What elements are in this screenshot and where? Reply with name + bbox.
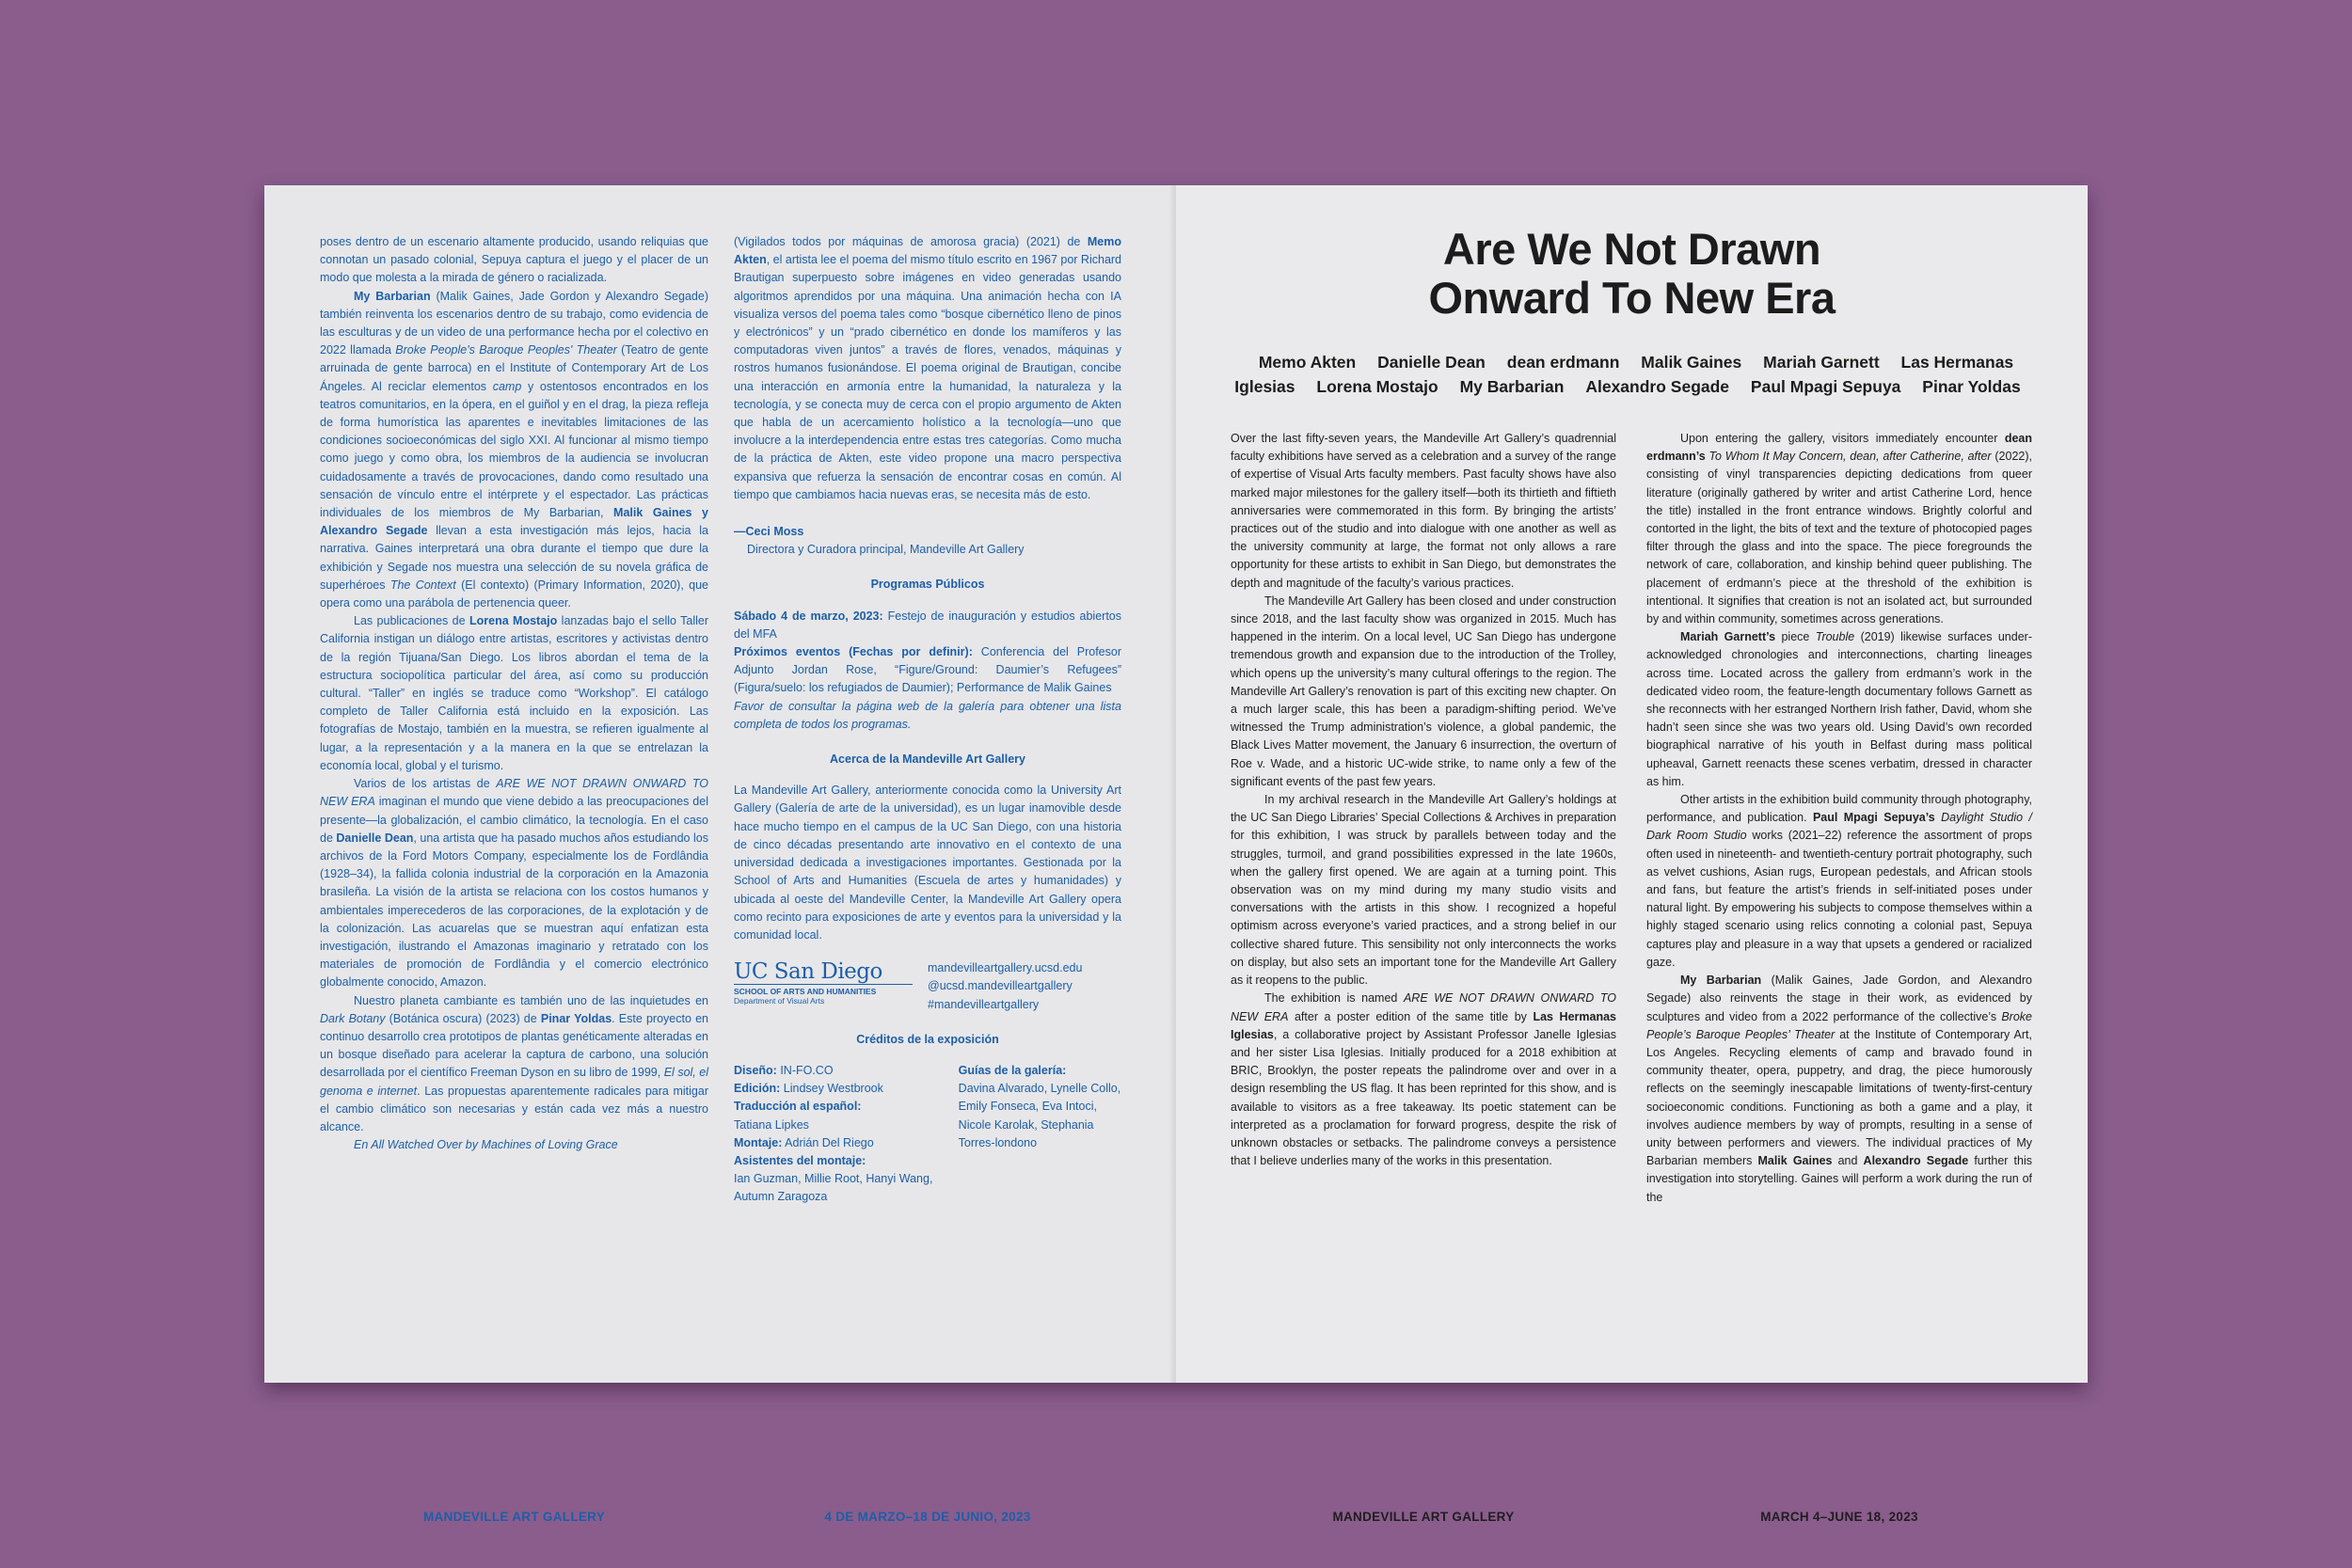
hashtag[interactable]: #mandevilleartgallery [928, 997, 1040, 1011]
right-column-2 [1646, 430, 2032, 1207]
event-note: Favor de consultar la página web de la galería para obtener una lista completa de todos los programas. [734, 699, 1121, 731]
artist-name: Danielle Dean [1377, 353, 1486, 372]
left-page [264, 185, 1176, 1524]
artist-name: Memo Akten [1258, 353, 1357, 372]
artist-name: dean erdmann [1506, 353, 1620, 372]
paragraph: The exhibition is named ARE WE NOT DRAWN ONWARD TO NEW ERA after a poster edition of the same title by Las Hermanas Iglesias, a collaborative project by Assistant Professor Janelle Iglesias and her sister Lisa Iglesias. Initially produced for a 2018 exhibition at BRIC, Brooklyn, the poster repeats the palindrome over and over in a design resembling the US flag. It has been reprinted for this show, and is available to visitors as a free takeaway. Its poetic statement can be interpreted as a proclamation for forward progress, despite the risk of unknown obstacles or setbacks. The palindrome conveys a persistence that I believe underlies many of the works in this presentation. [1231, 991, 1617, 1168]
paragraph: Nuestro planeta cambiante es también uno de las inquietudes en Dark Botany (Botánica oscura) (2023) de Pinar Yoldas. Este proyecto en continuo desarrollo crea prototipos de plantas genéticamente alteradas en un bosque diseñado para acelerar la captura de carbono, una solución desarrollada por el científico Freeman Dyson en su libro de 1999, El sol, el genoma e internet. Las propuestas aparentemente radicales para mitigar el cambio climático son necesarias y están cada vez más a nuestro alcance. [320, 993, 709, 1133]
paragraph: Las publicaciones de Lorena Mostajo lanzadas bajo el sello Taller California instigan un diálogo entre artistas, escritores y activistas dentro de la región Tijuana/San Diego. Los libros abordan el tema de la estructura sociopolítica particular del área, así como su producción cultural. “Taller” en inglés se traduce como “Workshop”. El catálogo completo de Taller California está incluido en la exposición. Las fotografías de Mostajo, también en la muestra, se refieren igualmente al lugar, a la representación y a la manera en la que se entrelazan la economía local, global y el turismo. [320, 614, 708, 772]
paragraph: Varios de los artistas de ARE WE NOT DRAWN ONWARD TO NEW ERA imaginan el mundo que viene debido a las preocupaciones del presente—la globalización, el cambio climático, la tecnología. En el caso de Danielle Dean, una artista que ha pasado muchos años estudiando los archivos de la Ford Motors Company, especialmente los de Fordlândia (1928–34), la fallida colonia industrial de la corporación en la Amazonia brasileña. La visión de la artista se relaciona con los costos humanos y ambientales imperecederos de las corporaciones, de la explotación y de la colonización. Las acuarelas que se muestran aquí enfatizan esta investigación, ilustrando el Amazonas imaginario y retratado con los materiales de promoción de Fordlândia y el comercio electrónico globalmente conocido, Amazon. [320, 777, 708, 990]
artist-name: Lorena Mostajo [1316, 377, 1438, 396]
event-item: Próximos eventos (Fechas por definir): Conferencia del Profesor Adjunto Jordan Rose, “Figure/Ground: Daumier’s Refugees” (Figura/suelo: los refugiados de Daumier); Performance de Malik Gaines [734, 645, 1121, 695]
artist-list [1214, 350, 2050, 399]
paragraph: Mariah Garnett’s piece Trouble (2019) likewise surfaces under-acknowledged chronologies and interconnections, charting lineages across time. Located across the gallery from erdmann’s work in the dedicated video room, the feature-length documentary follows Garnett as she reconnects with her estranged Northern Irish father, David, whom she hadn’t seen since she was two years old. Using David’s own recorded biographical narrative of his youth in Belfast during mass political upheaval, Garnett reenacts these scenes verbatim, dressed in character as him. [1646, 630, 2032, 788]
paragraph: Other artists in the exhibition build community through photography, performance, and publication. Paul Mpagi Sepuya’s Daylight Studio / Dark Room Studio works (2021–22) reference the assortment of props often used in nineteenth- and twentieth-century portrait photography, such as velvet cushions, Asian rugs, European pedestals, and African stools and fans, but feature the artist’s friends in self-initiated poses under natural light. By empowering his subjects to compose themselves within a highly staged scenario using relics connoting a colonial past, Sepuya captures play and pleasure in a way that upsets a gendered or racialized gaze. [1646, 793, 2032, 969]
paragraph: Upon entering the gallery, visitors immediately encounter dean erdmann’s To Whom It May Concern, dean, after Catherine, after (2022), consisting of vinyl transparencies depicting dedications from queer literature (originally gathered by writer and artist Catherine Lord, hence the title) installed in the front entrance windows. Brightly colorful and contorted in the light, the bits of text and the texture of photocopied pages filter through the glass and into the space. The piece foregrounds the network of care, collaboration, and kinship behind queer publishing. The placement of erdmann’s piece at the threshold of the exhibition is intentional. It signifies that creation is not an isolated act, but surrounded by and within community, sometimes across generations. [1646, 432, 2032, 626]
paragraph: Over the last fifty-seven years, the Mandeville Art Gallery’s quadrennial faculty exhibitions have served as a celebration and a survey of the range of expertise of Visual Arts faculty members. Past faculty shows have also marked major milestones for the gallery itself—both its thirtieth and fiftieth anniversaries were commemorated in this form. By bringing the artists’ practices out of the studio and into dialogue with one another as well as the university community at large, the format not only allows a rare opportunity for these artists to exhibit in San Diego, but demonstrates the depth and magnitude of the faculty’s various practices. [1231, 432, 1616, 590]
website-link[interactable]: mandevilleartgallery.ucsd.edu [928, 961, 1083, 975]
artist-name: My Barbarian [1459, 377, 1565, 396]
signature-role: Directora y Curadora principal, Mandeville Art Gallery [747, 543, 1025, 557]
left-column-2 [734, 233, 1121, 1207]
instagram-handle[interactable]: @ucsd.mandevilleartgallery [928, 979, 1073, 993]
left-footer-gallery: MANDEVILLE ART GALLERY [422, 1510, 606, 1524]
artist-name: Mariah Garnett [1763, 353, 1880, 372]
paragraph: The Mandeville Art Gallery has been closed and under construction since 2018, and the last faculty show was organized in 2015. Much has happened in the interim. On a local level, UC San Diego has undergone tremendous growth and expansion due to the introduction of the Trolley, which opens up the university’s many cultural offerings to the region. The Mandeville Art Gallery’s renovation is part of this exciting new chapter. On a much larger scale, this has been a paradigm-shifting period. We’ve witnessed the Trump administration’s violence, a global pandemic, the Black Lives Matter movement, the January 6 insurrection, the overturn of Roe v. Wade, and a historic UC-wide strike, to name only a few of the significant events of the past few years. [1231, 594, 1616, 788]
paragraph: My Barbarian (Malik Gaines, Jade Gordon, and Alexandro Segade) also reinvents the stage in their work, as evidenced by sculptures and video from a 2022 performance of the collective’s Broke People’s Baroque Peoples’ Theater at the Institute of Contemporary Art, Los Angeles. Recycling elements of camp and bravado found in community theater, opera, puppetry, and drag, the piece humorously reflects on the seemingly inescapable limitations of twenty-first-century socioeconomic conditions. Functioning as both a game and a play, it involves audience members by way of prompts, resulting in a sense of unity between performers and viewers. The individual practices of My Barbarian members Malik Gaines and Alexandro Segade further this investigation into storytelling. Gaines will perform a work during the run of the [1646, 974, 2032, 1204]
credits-column-1: Diseño: IN-FO.CO Edición: Lindsey Westbrook Traducción al español: Tatiana Lipkes Montaje: Adrián Del Riego Asistentes del montaje: Ian Guzman, Millie Root, Hanyi Wang, Autumn Zaragoza [734, 1063, 933, 1204]
right-column-1 [1231, 430, 1616, 1170]
credits [734, 1062, 1121, 1207]
about-heading: Acerca de la Mandeville Art Gallery [830, 752, 1025, 767]
exhibition-title: Are We Not Drawn Onward To New Era [1428, 224, 1836, 323]
event-item: Sábado 4 de marzo, 2023: Festejo de inauguración y estudios abiertos del MFA [734, 609, 1122, 641]
right-footer-gallery: MANDEVILLE ART GALLERY [1332, 1510, 1515, 1524]
credits-heading: Créditos de la exposición [856, 1032, 999, 1046]
left-column-1 [320, 233, 708, 1154]
artist-name: Pinar Yoldas [1922, 377, 2021, 396]
artist-name: Paul Mpagi Sepuya [1750, 377, 1901, 396]
artist-name: Malik Gaines [1641, 353, 1742, 372]
signature [734, 523, 1121, 559]
right-footer-dates: MARCH 4–JUNE 18, 2023 [1760, 1510, 1918, 1524]
ucsd-logo: UC San Diego SCHOOL OF ARTS AND HUMANITIES Department of Visual Arts [734, 959, 913, 1014]
paragraph: In my archival research in the Mandeville Art Gallery’s holdings at the UC San Diego Libraries’ Special Collections & Archives in preparation for this exhibition, I was struck by parallels between today and the struggles, turmoil, and grand possibilities expressed in the late 1960s, when the gallery first opened. We are again at a turning point. This observation was on my mind during my many studio visits and conversations with the artists in this show. I recognized a hopeful optimism across everyone’s varied practices, and a strong belief in our collective shared future. This sensibility not only interconnects the works on display, but also sets an important tone for the Mandeville Art Gallery as it reopens to the public. [1231, 793, 1616, 988]
paragraph: (Vigilados todos por máquinas de amorosa gracia) (2021) de Memo Akten, el artista lee el poema del mismo título escrito en 1967 por Richard Brautigan superpuesto sobre imágenes en video generadas usando algoritmos aprendidos por una máquina. Una animación hecha con IA visualiza versos del poema tales como “bosque cibernético lleno de pinos y electrónicos” y un “prado cibernético en donde los mamíferos y las computadoras viven juntos” a través de flores, venados, máquinas y rostros humanos fusionándose. El poema original de Brautigan, concibe una interacción en armonía entre la humanidad, la naturaleza y la tecnología, y se conecta muy de cerca con el propio argumento de Akten que habla de un acercamiento holístico a la tecnología—uno que involucre a la interdependencia entre estas tres categorías. Como mucha de la práctica de Akten, este video propone una macro perspectiva expansiva que refuerza la sensación de encontrar cosas en común. Al tiempo que cambiamos hacia nuevas eras, se necesita más de esto. [734, 235, 1122, 501]
contact-links [928, 959, 1121, 1014]
left-footer-dates: 4 DE MARZO–18 DE JUNIO, 2023 [824, 1510, 1031, 1524]
about-text: La Mandeville Art Gallery, anteriormente conocida como la University Art Gallery (Galería de arte de la universidad), es un lugar inamovible desde hace mucho tiempo en el campus de la UC San Diego, con una historia de cinco décadas presentando arte innovativo en el contexto de una universidad dedicada a investigaciones importantes. Gestionada por la School of Arts and Humanities (Escuela de artes y humanidades) y ubicada al oeste del Mandeville Center, la Mandeville Art Gallery opera como recinto para exposiciones de arte y eventos para la universidad y la comunidad local. [734, 784, 1121, 942]
right-page [1176, 185, 2088, 1524]
programs-heading: Programas Públicos [870, 578, 985, 592]
artist-name: Alexandro Segade [1585, 377, 1730, 396]
artist-name: Las Hermanas Iglesias [1234, 353, 2014, 396]
paragraph: My Barbarian (Malik Gaines, Jade Gordon y Alexandro Segade) también reinventa los escenarios dentro de su trabajo, como evidencia de las esculturas y de un video de una performance hecha por el colectivo en 2022 llamada Broke People's Baroque Peoples' Theater (Teatro de gente arruinada de gente barroca) en el Institute of Contemporary Art de Los Ángeles. Al reciclar elementos camp y ostentosos encontrados en los teatros comunitarios, en la ópera, en el guiñol y en el drag, la pieza refleja de forma humorística las aparentes e inevitables limitaciones de las condiciones socioeconómicas del siglo XXI. Al funcionar al mismo tiempo como juego y como obra, los miembros de la audiencia se involucran cuidadosamente a través de provocaciones, dando como resultado una sensación de vínculo entre el intérprete y el espectador. Las prácticas individuales de los miembros de My Barbarian, Malik Gaines y Alexandro Segade llevan a esta investigación más lejos, hacia la narrativa. Gaines interpretará una obra durante el tiempo que dure la exhibición y Segade nos muestra una selección de su novela gráfica de superhéroes The Context (El contexto) (Primary Information, 2020), que opera como una parábola de pertenencia queer. [320, 289, 708, 610]
credits-column-2: Guías de la galería: Davina Alvarado, Lynelle Collo, Emily Fonseca, Eva Intoci, Nicole Karolak, Stephania Torres-londono [958, 1063, 1121, 1149]
logo-and-contacts [734, 959, 1121, 1014]
signature-name: —Ceci Moss [734, 525, 804, 539]
booklet-spread [264, 185, 2088, 1524]
paragraph: poses dentro de un escenario altamente producido, usando reliquias que connotan un pasado colonial, Sepuya captura el juego y el placer de un modo que molesta a la mirada de género o racializada. [320, 235, 708, 285]
paragraph: En All Watched Over by Machines of Loving Grace [354, 1138, 618, 1152]
